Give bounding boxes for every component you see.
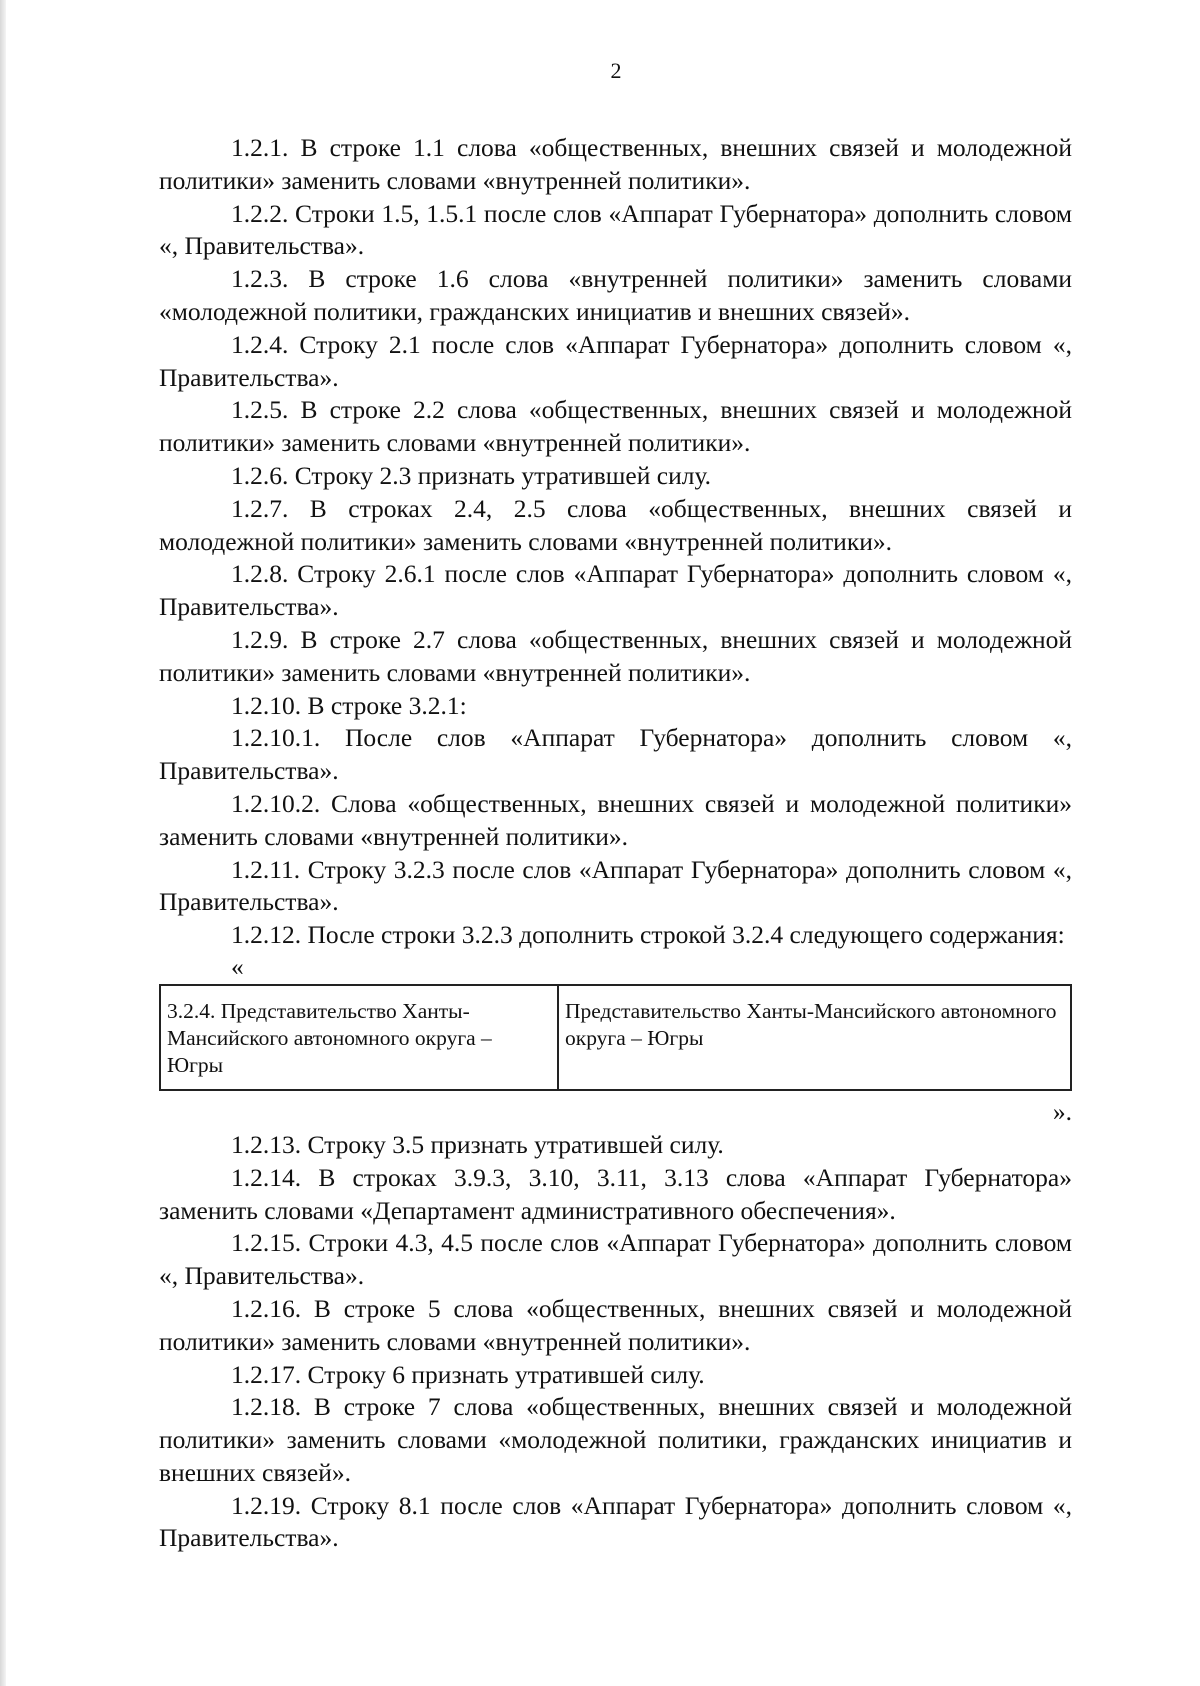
closing-quote: ».	[1052, 1096, 1072, 1126]
paragraph-1-2-8: 1.2.8. Строку 2.6.1 после слов «Аппарат Губернатора» дополнить словом «, Правительства».	[159, 559, 1072, 622]
paragraph-1-2-16: 1.2.16. В строке 5 слова «общественных, внешних связей и молодежной политики» заменить словами «внутренней политики».	[159, 1293, 1072, 1356]
paragraph-1-2-19: 1.2.19. Строку 8.1 после слов «Аппарат Губернатора» дополнить словом «, Правительства».	[159, 1490, 1072, 1553]
paragraph-1-2-2: 1.2.2. Строки 1.5, 1.5.1 после слов «Аппарат Губернатора» дополнить словом «, Правительства».	[159, 198, 1072, 261]
table-row	[160, 985, 1071, 1090]
paragraph-1-2-18: 1.2.18. В строке 7 слова «общественных, внешних связей и молодежной политики» заменить словами «молодежной политики, гражданских инициатив и внешних связей».	[159, 1392, 1072, 1487]
paragraph-1-2-3: 1.2.3. В строке 1.6 слова «внутренней политики» заменить словами «молодежной политики, гражданских инициатив и внешних связей».	[159, 264, 1072, 326]
paragraph-1-2-15: 1.2.15. Строки 4.3, 4.5 после слов «Аппарат Губернатора» дополнить словом «, Правительства».	[159, 1228, 1072, 1291]
paragraph-1-2-11: 1.2.11. Строку 3.2.3 после слов «Аппарат Губернатора» дополнить словом «, Правительства».	[159, 854, 1072, 917]
paragraph-1-2-14: 1.2.14. В строках 3.9.3, 3.10, 3.11, 3.13 слова «Аппарат Губернатора» заменить словами «Департамент административного обеспечения».	[159, 1162, 1072, 1225]
document-body	[159, 132, 1072, 1555]
scan-edge	[0, 0, 6, 1686]
paragraph-1-2-10: 1.2.10. В строке 3.2.1:	[231, 690, 467, 720]
paragraph-1-2-10-2: 1.2.10.2. Слова «общественных, внешних связей и молодежной политики» заменить словами «внутренней политики».	[159, 788, 1072, 851]
paragraph-1-2-9: 1.2.9. В строке 2.7 слова «общественных, внешних связей и молодежной политики» заменить словами «внутренней политики».	[159, 624, 1072, 687]
paragraph-1-2-4: 1.2.4. Строку 2.1 после слов «Аппарат Губернатора» дополнить словом «, Правительства».	[159, 329, 1072, 392]
paragraph-1-2-7: 1.2.7. В строках 2.4, 2.5 слова «общественных, внешних связей и молодежной политики» заменить словами «внутренней политики».	[159, 493, 1072, 556]
paragraph-1-2-13: 1.2.13. Строку 3.5 признать утратившей силу.	[231, 1129, 724, 1159]
paragraph-1-2-17: 1.2.17. Строку 6 признать утратившей силу.	[231, 1359, 705, 1389]
inserted-row-table	[159, 984, 1072, 1091]
paragraph-1-2-1: 1.2.1. В строке 1.1 слова «общественных, внешних связей и молодежной политики» заменить словами «внутренней политики».	[159, 133, 1072, 195]
paragraph-1-2-12: 1.2.12. После строки 3.2.3 дополнить строкой 3.2.4 следующего содержания:	[231, 920, 1065, 950]
paragraph-1-2-5: 1.2.5. В строке 2.2 слова «общественных, внешних связей и молодежной политики» заменить словами «внутренней политики».	[159, 395, 1072, 458]
table-cell-line-name: 3.2.4. Представительство Ханты-Мансийского автономного округа – Югры	[160, 985, 558, 1090]
page-number: 2	[610, 58, 622, 83]
opening-quote: «	[231, 951, 244, 981]
paragraph-1-2-6: 1.2.6. Строку 2.3 признать утратившей силу.	[231, 460, 712, 490]
table-cell-organization: Представительство Ханты-Мансийского автономного округа – Югры	[558, 985, 1071, 1090]
paragraph-1-2-10-1: 1.2.10.1. После слов «Аппарат Губернатора» дополнить словом «, Правительства».	[159, 723, 1072, 786]
